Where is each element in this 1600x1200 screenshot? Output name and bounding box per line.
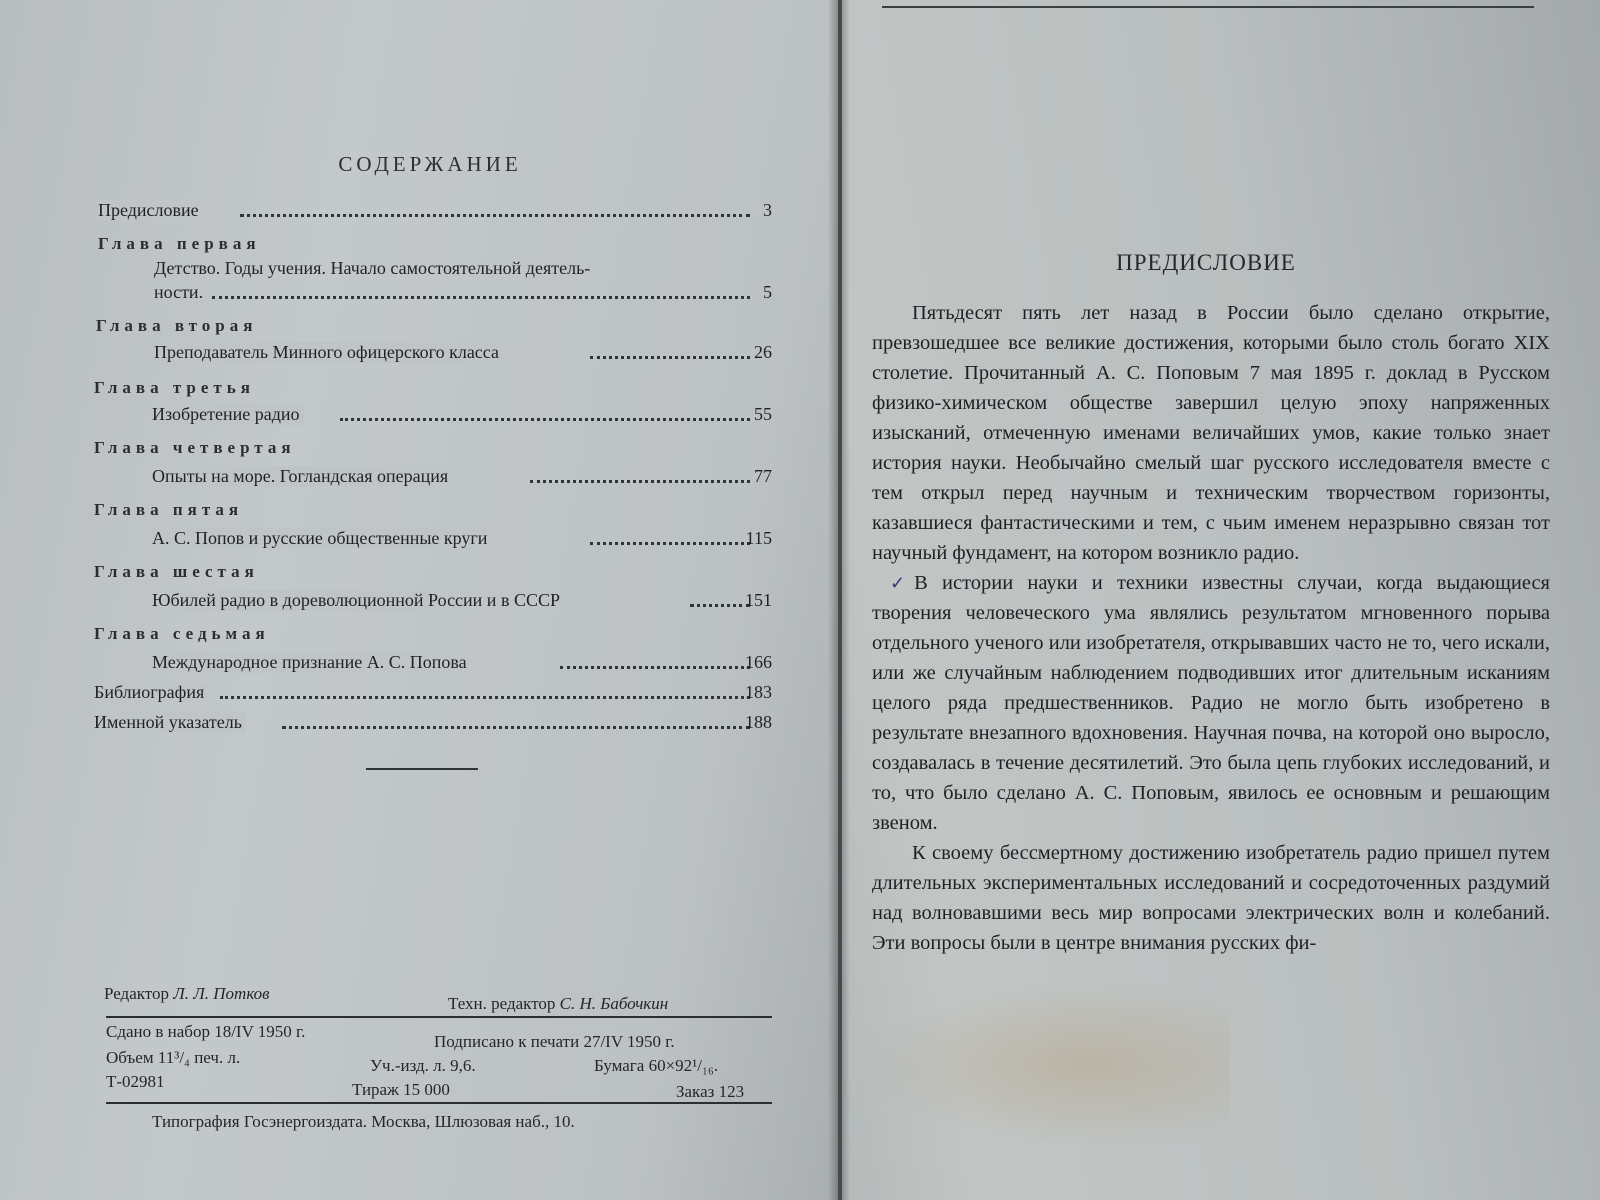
toc-entry-title-line: Детство. Годы учения. Начало самостоятельной деятель- bbox=[154, 258, 591, 278]
editor-label: Редактор bbox=[104, 984, 169, 1003]
typeset-date: Сдано в набор 18/IV 1950 г. bbox=[106, 1022, 306, 1041]
toc-entry bbox=[0, 466, 790, 492]
toc-entry-page: 115 bbox=[745, 528, 772, 548]
toc-entry-page: 183 bbox=[745, 682, 772, 702]
editor-line bbox=[104, 984, 270, 1004]
toc-chapter: Глава седьмая bbox=[94, 624, 270, 643]
toc-entry-title: Именной указатель bbox=[94, 712, 246, 733]
toc-entry-title: Юбилей радио в дореволюционной России и в СССР bbox=[152, 590, 564, 611]
toc-entry bbox=[0, 342, 790, 368]
preface-paragraph bbox=[872, 568, 1550, 838]
toc-entry bbox=[0, 590, 790, 616]
toc-entry-page: 166 bbox=[745, 652, 772, 672]
toc-entry bbox=[0, 200, 790, 226]
preface-paragraph-text: В истории науки и техники известны случаи, когда выдающиеся творения человеческого ума являлись результатом мгновенного порыва отдельного ученого или изобретателя, открывавших часто не то, чего искали, или же случайным наблюдением подводивших итог длительным исканиям целого ряда предшественников. Радио не могло быть изобретено в результате внезапного вдохновения. Научная почва, на которой оно выросло, создавалась в течение десятилетий. Это была цепь глубоких исследований, и то, что было сделано А. С. Поповым, явилось ее основным и решающим звеном. bbox=[872, 572, 1550, 834]
publisher-sheets: Уч.-изд. л. 9,6. bbox=[370, 1056, 476, 1075]
toc-chapter: Глава четвертая bbox=[94, 438, 296, 457]
toc-entry-page: 26 bbox=[754, 342, 772, 362]
paper-format: Бумага 60×92¹/₁₆. bbox=[594, 1056, 719, 1075]
toc-entry-title: ности. bbox=[154, 282, 207, 303]
toc-entry bbox=[0, 282, 790, 308]
catalog-code: Т-02981 bbox=[106, 1072, 165, 1091]
toc-entry-title: Изобретение радио bbox=[152, 404, 304, 425]
toc-entry bbox=[0, 404, 790, 430]
toc-entry bbox=[0, 652, 790, 678]
volume: Объем 11³/₄ печ. л. bbox=[106, 1048, 241, 1067]
editor-name: Л. Л. Потков bbox=[173, 984, 270, 1003]
order-number: Заказ 123 bbox=[676, 1082, 745, 1101]
toc-entry-page: 5 bbox=[763, 282, 772, 302]
printer-line: Типография Госэнергоиздата. Москва, Шлюзовая наб., 10. bbox=[152, 1112, 575, 1131]
toc-heading: СОДЕРЖАНИЕ bbox=[338, 152, 522, 176]
toc-entry-page: 77 bbox=[754, 466, 772, 486]
preface-paragraph: Пятьдесят пять лет назад в России было сделано открытие, превзошедшее все великие достижения, которыми было столь богато XIX столетие. Прочитанный А. С. Поповым 7 мая 1895 г. доклад в Русском физико-химическом обществе завершил целую эпоху напряженных изысканий, отмеченную именами величайших умов, какие только знает история науки. Необычайно смелый шаг русского исследователя вместе с тем открыл перед научным и техническим творчеством горизонты, казавшиеся фантастическими и тем, с чьим именем неразрывно связан тот научный фундамент, на котором возникло радио. bbox=[872, 302, 1550, 564]
preface-body bbox=[872, 298, 1550, 958]
toc-chapter: Глава первая bbox=[98, 234, 261, 253]
toc-entry-title: Опыты на море. Гогландская операция bbox=[152, 466, 452, 487]
book-gutter bbox=[828, 0, 850, 1200]
toc-entry bbox=[0, 682, 790, 708]
toc-entry-page: 55 bbox=[754, 404, 772, 424]
imprint-rule bbox=[106, 1102, 772, 1104]
toc-entry-title: Международное признание А. С. Попова bbox=[152, 652, 471, 673]
toc-entry bbox=[0, 528, 790, 554]
toc-chapter: Глава третья bbox=[94, 378, 255, 397]
paper-stain bbox=[870, 985, 1230, 1145]
toc-entry-title: Преподаватель Минного офицерского класса bbox=[154, 342, 503, 363]
toc-entry bbox=[0, 712, 790, 738]
tech-editor-label: Техн. редактор bbox=[448, 994, 556, 1013]
toc-entry-page: 151 bbox=[745, 590, 772, 610]
print-run: Тираж 15 000 bbox=[352, 1080, 450, 1099]
toc-chapter: Глава пятая bbox=[94, 500, 244, 519]
preface-paragraph: К своему бессмертному достижению изобретатель радио пришел путем длительных экспериментальных исследований и сосредоточенных раздумий над волновавшими весь мир вопросами электрических волн и колебаний. Эти вопросы были в центре внимания русских фи- bbox=[872, 842, 1550, 954]
toc-entry-title: Предисловие bbox=[98, 200, 203, 221]
preface-heading: ПРЕДИСЛОВИЕ bbox=[1116, 250, 1296, 275]
tech-editor-line bbox=[448, 994, 668, 1014]
toc-end-rule bbox=[366, 768, 478, 770]
toc-entry-page: 3 bbox=[763, 200, 772, 220]
toc-entry-title: Библиография bbox=[94, 682, 208, 703]
tech-editor-name: С. Н. Бабочкин bbox=[559, 994, 669, 1013]
toc-chapter: Глава вторая bbox=[96, 316, 258, 335]
signed-date: Подписано к печати 27/IV 1950 г. bbox=[434, 1032, 675, 1051]
imprint-rule bbox=[106, 1016, 772, 1018]
toc-entry-page: 188 bbox=[745, 712, 772, 732]
toc-entry-title: А. С. Попов и русские общественные круги bbox=[152, 528, 491, 549]
checkmark-icon: ✓ bbox=[890, 573, 915, 593]
toc-chapter: Глава шестая bbox=[94, 562, 259, 581]
top-rule bbox=[882, 6, 1534, 8]
